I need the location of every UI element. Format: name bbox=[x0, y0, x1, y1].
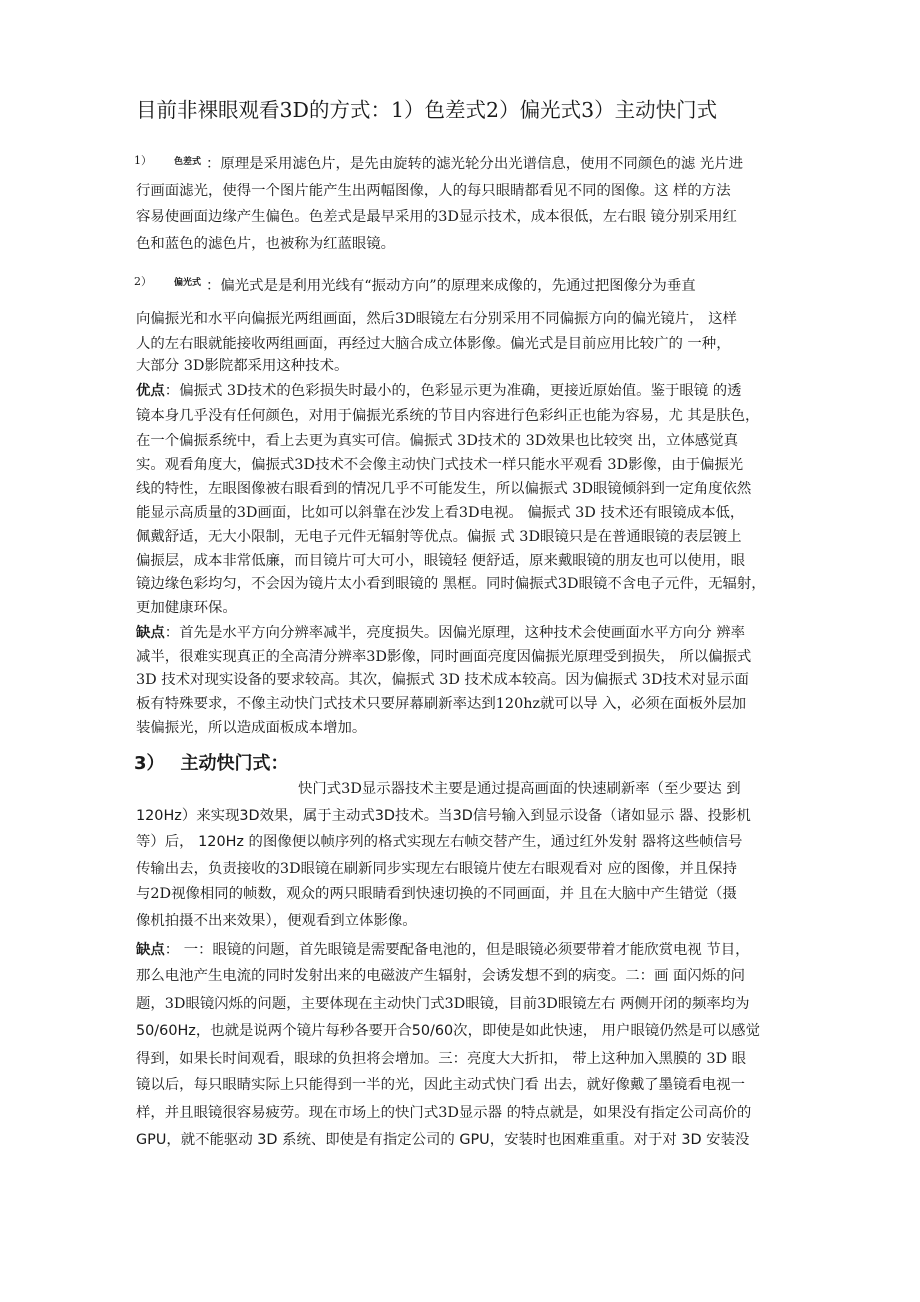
section-1-header bbox=[134, 154, 201, 169]
section-1-number: 1） bbox=[134, 154, 152, 167]
section-2-line: 向偏振光和水平向偏振光两组画面，然后3D眼镜左右分别采用不同偏振方向的偏光镜片， 这样 bbox=[136, 311, 737, 327]
section-3-cons-line: GPU，就不能驱动 3D 系统、即使是有指定公司的 GPU，安装时也困难重重。对于对 3D 安装没 bbox=[136, 1132, 750, 1148]
pros-line: 偏振层，成本非常低廉，而目镜片可大可小，眼镜轻 便舒适，原来戴眼镜的朋友也可以使用，眼 bbox=[136, 553, 745, 569]
page-title: 目前非裸眼观看3D的方式：1）色差式2）偏光式3）主动快门式 bbox=[136, 98, 718, 122]
section-3-line: 传输出去，负责接收的3D眼镜在刷新同步实现左右眼镜片使左右眼观看对 应的图像，并且保持 bbox=[136, 861, 737, 877]
section-3-cons-line: 得到，如果长时间观看，眼球的负担将会增加。三：亮度大大折扣， 带上这种加入黑膜的 3D 眼 bbox=[136, 1051, 747, 1067]
pros-label: 优点 bbox=[136, 382, 165, 399]
section-3-line: 120Hz）来实现3D效果，属于主动式3D技术。当3D信号输入到显示设备（诸如显示 器、投影机 bbox=[136, 808, 751, 824]
pros-line bbox=[136, 381, 742, 401]
section-3-line: 快门式3D显示器技术主要是通过提高画面的快速刷新率（至少要达 到 bbox=[298, 781, 741, 797]
cons-line: 装偏振光，所以造成面板成本增加。 bbox=[136, 720, 367, 736]
pros-line: 佩戴舒适，无大小限制，无电子元件无辐射等优点。偏振 式 3D眼镜只是在普通眼镜的表层镀上 bbox=[136, 529, 742, 545]
section-1-line: 容易使画面边缘产生偏色。色差式是最早采用的3D显示技术，成本很低，左右眼 镜分别采用红 bbox=[136, 209, 737, 225]
cons-line: 板有特殊要求，不像主动快门式技术只要屏幕刷新率达到120hz就可以导 入，必须在面板外层加 bbox=[136, 696, 747, 712]
section-3-cons-line: 那么电池产生电流的同时发射出来的电磁波产生辐射，会诱发想不到的病变。二：画 面闪烁的问 bbox=[136, 968, 745, 984]
pros-line: 能显示高质量的3D画面，比如可以斜靠在沙发上看3D电视。 偏振式 3D 技术还有眼镜成本低， bbox=[136, 505, 745, 521]
section-3-heading bbox=[134, 752, 289, 776]
pros-line: 在一个偏振系统中，看上去更为真实可信。偏振式 3D技术的 3D效果也比较突 出，立体感觉真 bbox=[136, 433, 738, 449]
pros-text: ：偏振式 3D技术的色彩损失时最小的，色彩显示更为准确，更接近原始值。鉴于眼镜 的透 bbox=[164, 383, 742, 399]
section-3-title: 主动快门式： bbox=[180, 753, 289, 774]
section-3-cons-line: 样，并且眼镜很容易疲劳。现在市场上的快门式3D显示器 的特点就是，如果没有指定公司高价的 bbox=[136, 1105, 752, 1121]
section-2-line: ：偏光式是是利用光线有“振动方向”的原理来成像的，先通过把图像分为垂直 bbox=[206, 278, 696, 294]
section-3-cons-label: 缺点 bbox=[136, 941, 165, 958]
section-2-label: 偏光式 bbox=[174, 278, 202, 288]
section-3-cons-line bbox=[136, 940, 750, 960]
section-3-cons-line: 50/60Hz，也就是说两个镜片每秒各要开合50/60次，即使是如此快速， 用户眼镜仍然是可以感觉 bbox=[136, 1023, 760, 1039]
pros-line: 实。观看角度大，偏振式3D技术不会像主动快门式技术一样只能水平观看 3D影像，由于偏振光 bbox=[136, 457, 744, 473]
cons-line: 3D 技术对现实设备的要求较高。其次，偏振式 3D 技术成本较高。因为偏振式 3D技术对显示面 bbox=[136, 672, 749, 688]
section-1-label: 色差式 bbox=[174, 157, 202, 167]
section-3-cons-line: 题，3D眼镜闪烁的问题，主要体现在主动快门式3D眼镜，目前3D眼镜左右 两侧开闭的频率均为 bbox=[136, 996, 750, 1012]
pros-line: 线的特性，左眼图像被右眼看到的情况几乎不可能发生，所以偏振式 3D眼镜倾斜到一定角度依然 bbox=[136, 481, 752, 497]
section-1-line: 行画面滤光，使得一个图片能产生出两幅图像，人的每只眼睛都看见不同的图像。这 样的方法 bbox=[136, 183, 731, 199]
pros-line: 镜边缘色彩均匀，不会因为镜片太小看到眼镜的 黑框。同时偏振式3D眼镜不含电子元件，无辐射， bbox=[136, 576, 766, 592]
cons-label: 缺点 bbox=[136, 624, 165, 641]
section-2-number: 2） bbox=[134, 275, 152, 288]
pros-line: 更加健康环保。 bbox=[136, 600, 237, 616]
section-3-line: 与2D视像相同的帧数，观众的两只眼睛看到快速切换的不同画面，并 且在大脑中产生错觉（摄 bbox=[136, 886, 737, 902]
section-3-cons-text: ： 一：眼镜的问题，首先眼镜是需要配备电池的，但是眼镜必须要带着才能欣赏电视 节目， bbox=[164, 942, 750, 958]
section-1-line: 色和蓝色的滤色片，也被称为红蓝眼镜。 bbox=[136, 236, 396, 252]
pros-line: 镜本身几乎没有任何颜色，对用于偏振光系统的节目内容进行色彩纠正也能为容易，尤 其是肤色， bbox=[136, 408, 760, 424]
section-2-line: 大部分 3D影院都采用这种技术。 bbox=[136, 358, 349, 374]
section-3-line: 像机拍摄不出来效果），便观看到立体影像。 bbox=[136, 913, 417, 929]
section-3-number: 3） bbox=[134, 753, 165, 774]
cons-line bbox=[136, 623, 745, 643]
section-2-header bbox=[134, 275, 201, 290]
cons-line: 减半，很难实现真正的全高清分辨率3D影像，同时画面亮度因偏振光原理受到损失， 所以偏振式 bbox=[136, 649, 752, 665]
cons-text: ：首先是水平方向分辨率减半，亮度损失。因偏光原理，这种技术会使画面水平方向分 辨率 bbox=[164, 625, 745, 641]
section-3-line: 等）后， 120Hz 的图像便以帧序列的格式实现左右帧交替产生，通过红外发射 器将这些帧信号 bbox=[136, 834, 743, 850]
section-2-line: 人的左右眼就能接收两组画面，再经过大脑合成立体影像。偏光式是目前应用比较广的 一种， bbox=[136, 336, 731, 352]
section-3-cons-line: 镜以后，每只眼睛实际上只能得到一半的光，因此主动式快门看 出去，就好像戴了墨镜看电视一 bbox=[136, 1077, 745, 1093]
section-1-line: ：原理是采用滤色片，是先由旋转的滤光轮分出光谱信息，使用不同颜色的滤 光片进 bbox=[206, 156, 744, 172]
